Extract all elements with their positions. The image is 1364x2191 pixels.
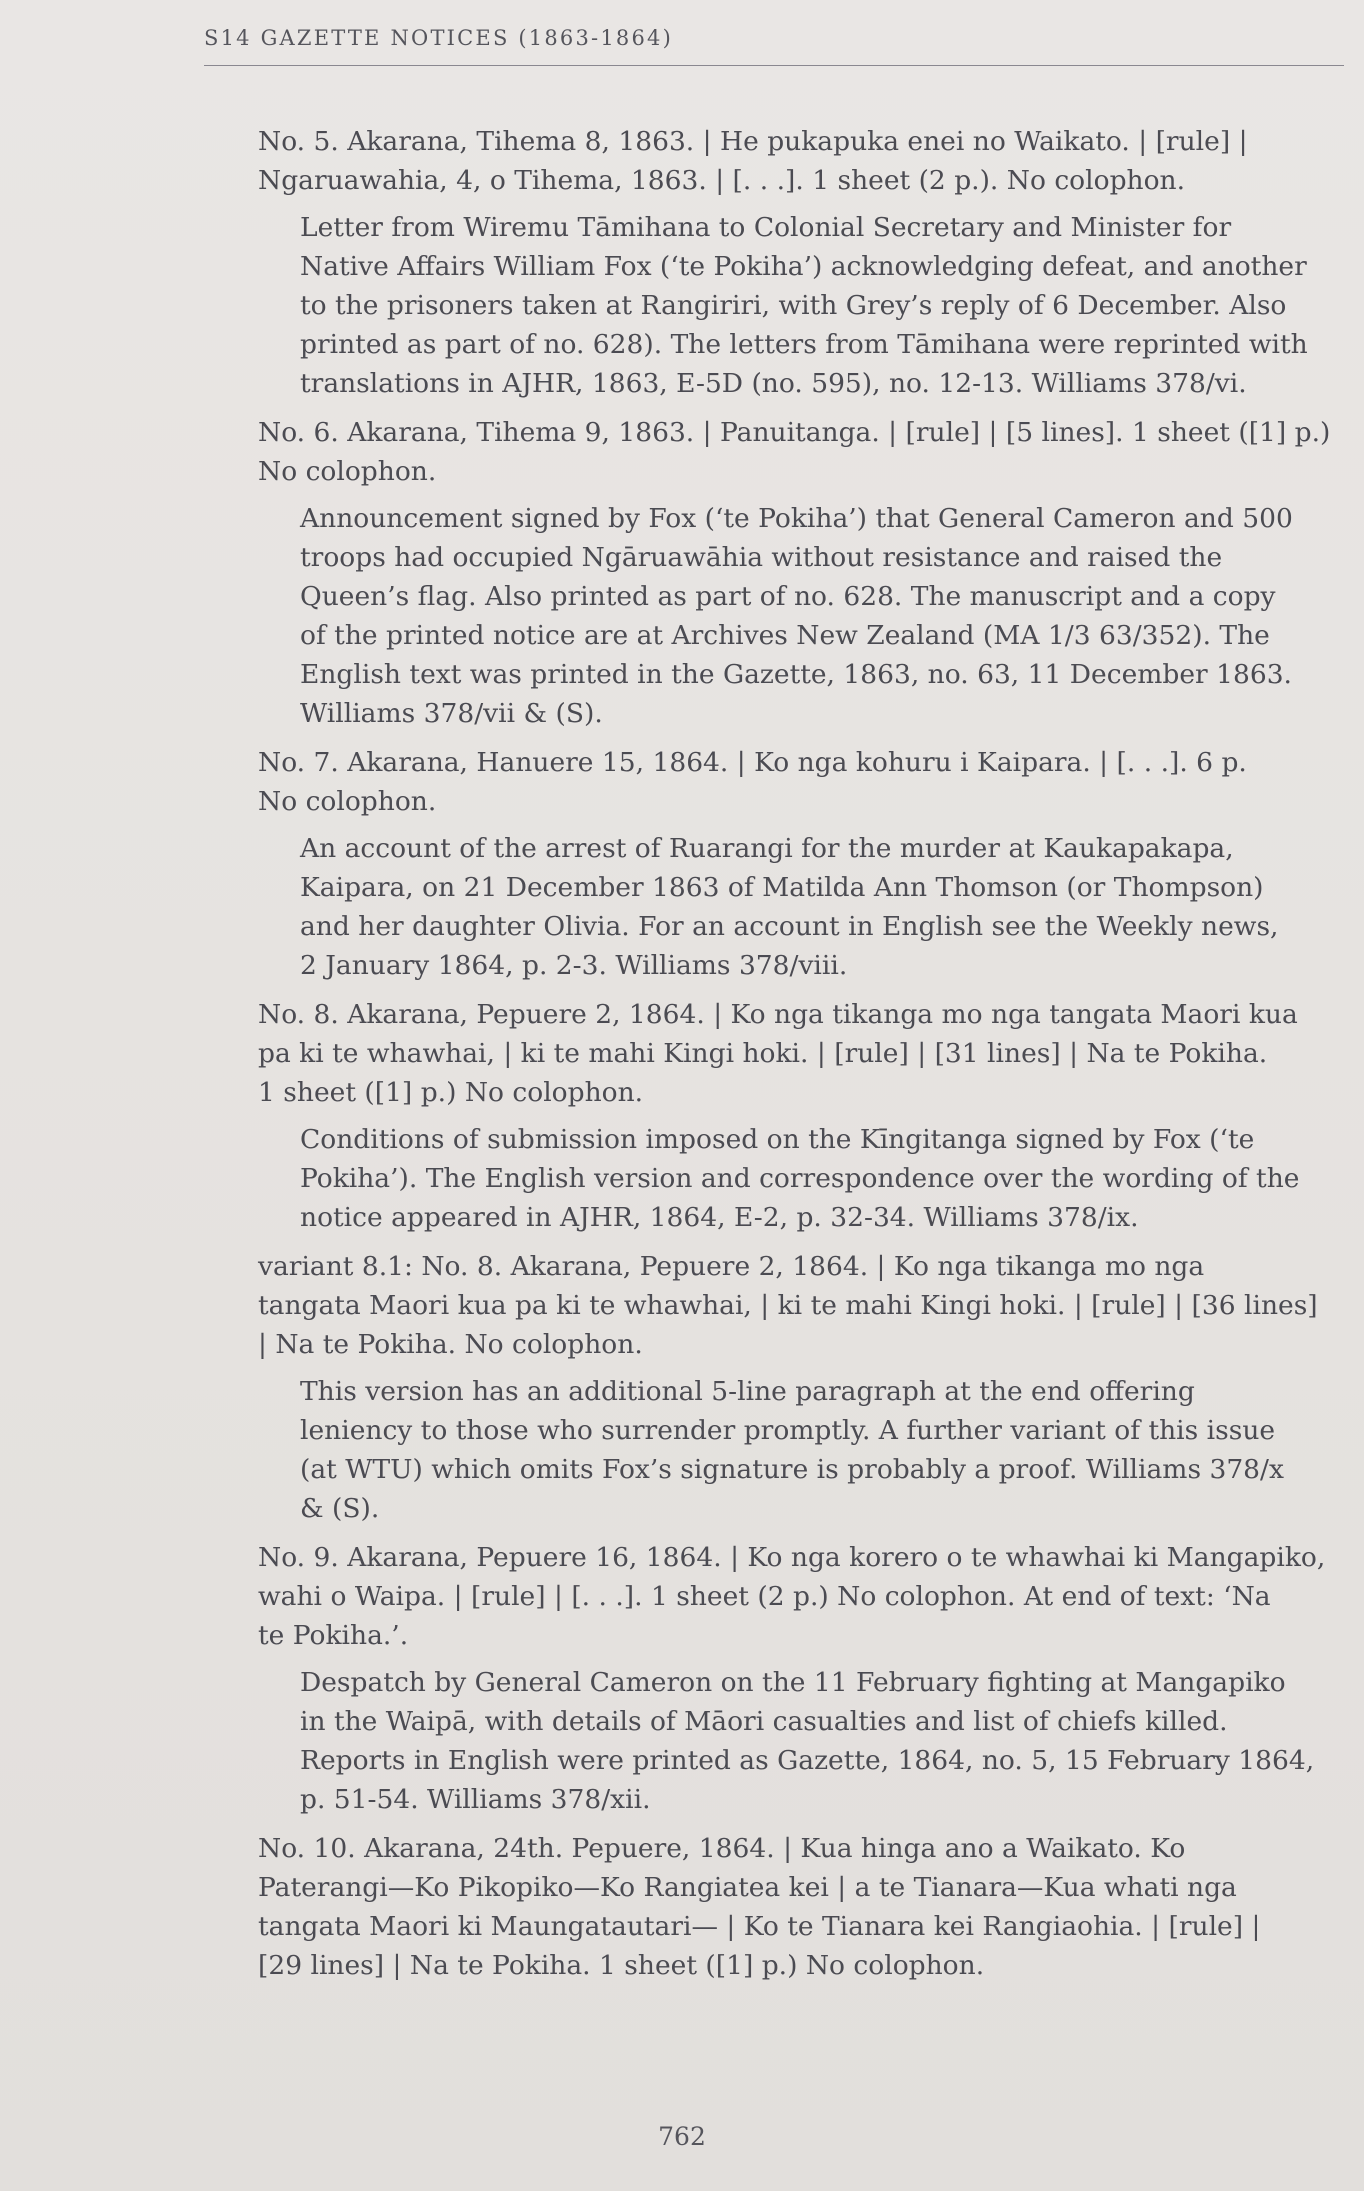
- entry-description: [252, 1120, 1342, 1237]
- description-line: in the Waipā, with details of Māori casualties and list of chiefs killed.: [300, 1706, 1228, 1737]
- description-line: Queen’s flag. Also printed as part of no. 628. The manuscript and a copy: [300, 581, 1276, 612]
- entries-list: [252, 122, 1342, 1995]
- description-line: & (S).: [300, 1493, 380, 1524]
- entry-description: [252, 499, 1342, 733]
- heading-line: wahi o Waipa. | [rule] | [. . .]. 1 sheet (2 p.) No colophon. At end of text: ‘Na: [258, 1581, 1271, 1612]
- heading-line: No colophon.: [258, 786, 437, 817]
- description-line: troops had occupied Ngāruawāhia without resistance and raised the: [300, 542, 1223, 573]
- entry-description: [252, 829, 1342, 985]
- description-line: leniency to those who surrender promptly. A further variant of this issue: [300, 1415, 1276, 1446]
- entry-heading: [252, 413, 1342, 491]
- entry-no-6: [252, 413, 1342, 733]
- description-line: translations in AJHR, 1863, E-5D (no. 595), no. 12-13. Williams 378/vi.: [300, 368, 1247, 399]
- entry-heading: [252, 743, 1342, 821]
- description-line: and her daughter Olivia. For an account in English see the Weekly news,: [300, 911, 1279, 942]
- heading-line: No. 7. Akarana, Hanuere 15, 1864. | Ko nga kohuru i Kaipara. | [. . .]. 6 p.: [258, 747, 1247, 778]
- description-line: Announcement signed by Fox (‘te Pokiha’) that General Cameron and 500: [300, 503, 1293, 534]
- heading-line: te Pokiha.’.: [258, 1620, 409, 1651]
- description-line: Williams 378/vii & (S).: [300, 698, 603, 729]
- description-line: Letter from Wiremu Tāmihana to Colonial Secretary and Minister for: [300, 212, 1232, 243]
- heading-line: tangata Maori ki Maungatautari— | Ko te Tianara kei Rangiaohia. | [rule] |: [258, 1911, 1261, 1942]
- heading-line: No colophon.: [258, 456, 437, 487]
- description-line: notice appeared in AJHR, 1864, E-2, p. 32-34. Williams 378/ix.: [300, 1202, 1139, 1233]
- running-head-text: S14 GAZETTE NOTICES (1863-1864): [204, 26, 673, 50]
- heading-line: No. 8. Akarana, Pepuere 2, 1864. | Ko nga tikanga mo nga tangata Maori kua: [258, 999, 1298, 1030]
- entry-no-10: [252, 1829, 1342, 1985]
- entry-variant-8-1: [252, 1247, 1342, 1528]
- heading-line: No. 6. Akarana, Tihema 9, 1863. | Panuitanga. | [rule] | [5 lines]. 1 sheet ([1] p.): [258, 417, 1331, 448]
- heading-line: [29 lines] | Na te Pokiha. 1 sheet ([1] p.) No colophon.: [258, 1950, 985, 1981]
- description-line: This version has an additional 5-line paragraph at the end offering: [300, 1376, 1195, 1407]
- description-line: An account of the arrest of Ruarangi for the murder at Kaukapakapa,: [300, 833, 1234, 864]
- entry-heading: [252, 122, 1342, 200]
- description-line: printed as part of no. 628). The letters from Tāmihana were reprinted with: [300, 329, 1308, 360]
- heading-line: No. 9. Akarana, Pepuere 16, 1864. | Ko nga korero o te whawhai ki Mangapiko,: [258, 1542, 1326, 1573]
- entry-heading: [252, 1829, 1342, 1985]
- description-line: Kaipara, on 21 December 1863 of Matilda Ann Thomson (or Thompson): [300, 872, 1264, 903]
- heading-line: Paterangi—Ko Pikopiko—Ko Rangiatea kei | a te Tianara—Kua whati nga: [258, 1872, 1237, 1903]
- entry-heading: [252, 995, 1342, 1112]
- heading-line: pa ki te whawhai, | ki te mahi Kingi hoki. | [rule] | [31 lines] | Na te Pokiha.: [258, 1038, 1268, 1069]
- description-line: p. 51-54. Williams 378/xii.: [300, 1784, 651, 1815]
- entry-description: [252, 208, 1342, 403]
- description-line: (at WTU) which omits Fox’s signature is probably a proof. Williams 378/x: [300, 1454, 1284, 1485]
- heading-line: 1 sheet ([1] p.) No colophon.: [258, 1077, 644, 1108]
- description-line: 2 January 1864, p. 2-3. Williams 378/viii.: [300, 950, 848, 981]
- description-line: Native Affairs William Fox (‘te Pokiha’) acknowledging defeat, and another: [300, 251, 1307, 282]
- heading-line: variant 8.1: No. 8. Akarana, Pepuere 2, 1864. | Ko nga tikanga mo nga: [258, 1251, 1205, 1282]
- entry-no-8: [252, 995, 1342, 1237]
- heading-line: Ngaruawahia, 4, o Tihema, 1863. | [. . .]. 1 sheet (2 p.). No colophon.: [258, 165, 1186, 196]
- description-line: to the prisoners taken at Rangiriri, with Grey’s reply of 6 December. Also: [300, 290, 1287, 321]
- description-line: Reports in English were printed as Gazette, 1864, no. 5, 15 February 1864,: [300, 1745, 1315, 1776]
- description-line: Despatch by General Cameron on the 11 February fighting at Mangapiko: [300, 1667, 1286, 1698]
- running-header: [204, 26, 1344, 66]
- entry-heading: [252, 1538, 1342, 1655]
- entry-no-7: [252, 743, 1342, 985]
- entry-description: [252, 1372, 1342, 1528]
- description-line: Pokiha’). The English version and correspondence over the wording of the: [300, 1163, 1300, 1194]
- entry-description: [252, 1663, 1342, 1819]
- heading-line: No. 5. Akarana, Tihema 8, 1863. | He pukapuka enei no Waikato. | [rule] |: [258, 126, 1248, 157]
- heading-line: | Na te Pokiha. No colophon.: [258, 1329, 643, 1360]
- entry-heading: [252, 1247, 1342, 1364]
- description-line: Conditions of submission imposed on the Kīngitanga signed by Fox (‘te: [300, 1124, 1255, 1155]
- heading-line: tangata Maori kua pa ki te whawhai, | ki te mahi Kingi hoki. | [rule] | [36 lines]: [258, 1290, 1318, 1321]
- page-number: 762: [658, 2122, 706, 2151]
- description-line: of the printed notice are at Archives New Zealand (MA 1/3 63/352). The: [300, 620, 1270, 651]
- entry-no-5: [252, 122, 1342, 403]
- description-line: English text was printed in the Gazette, 1863, no. 63, 11 December 1863.: [300, 659, 1292, 690]
- heading-line: No. 10. Akarana, 24th. Pepuere, 1864. | Kua hinga ano a Waikato. Ko: [258, 1833, 1186, 1864]
- entry-no-9: [252, 1538, 1342, 1819]
